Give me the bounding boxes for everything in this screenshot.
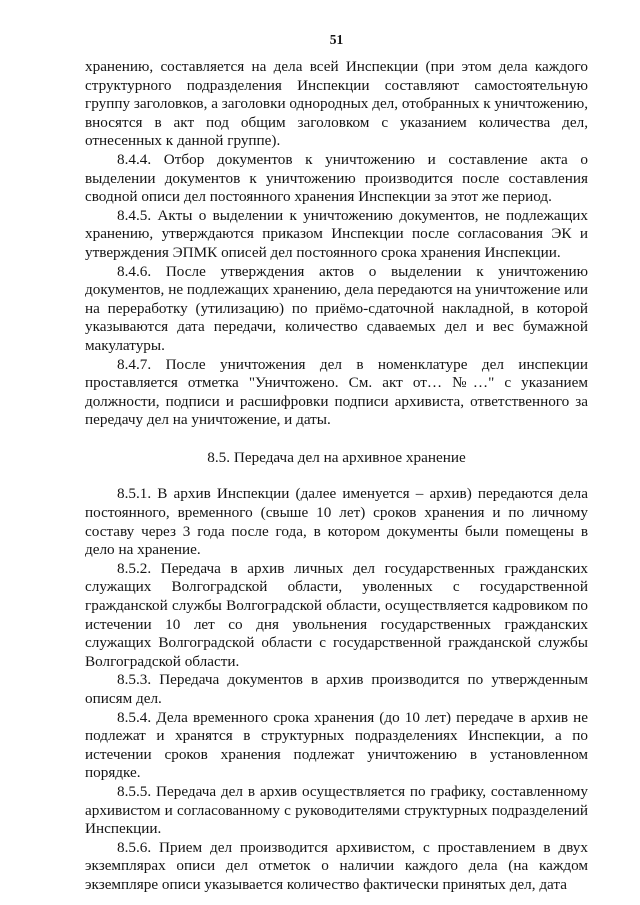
paragraph-8-4-7: 8.4.7. После уничтожения дел в номенклатуре дел инспекции проставляется отметка "Уничтожено. См. акт от… №…" с указанием должности, подписи и расшифровки подписи архивиста, ответственного за передачу дел на уничтожение, и даты.: [85, 355, 588, 429]
paragraph-8-4-6: 8.4.6. После утверждения актов о выделении к уничтожению документов, не подлежащих хранению, дела передаются на уничтожение или на переработку (утилизацию) по приёмо-сдаточной накладной, в которой указываются дата передачи, количество сдаваемых дел и вес бумажной макулатуры.: [85, 262, 588, 354]
paragraph-8-5-2: 8.5.2. Передача в архив личных дел государственных гражданских служащих Волгоградской области, уволенных с государственной гражданской службы Волгоградской области, осуществляется кадровиком по истечении 10 лет со дня увольнения государственных гражданских служащих Волгоградской области с государственной гражданской службы Волгоградской области.: [85, 559, 588, 670]
paragraph-8-5-3: 8.5.3. Передача документов в архив производится по утвержденным описям дел.: [85, 671, 588, 707]
paragraph-8-4-5: 8.4.5. Акты о выделении к уничтожению документов, не подлежащих хранению, утверждаются приказом Инспекции после согласования ЭК и утверждения ЭПМК описей дел постоянного срока хранения Инспекции.: [85, 206, 588, 261]
paragraph-8-5-1: 8.5.1. В архив Инспекции (далее именуется – архив) передаются дела постоянного, временного (свыше 10 лет) сроков хранения и по личному составу через 3 года после года, в котором документы были помещены в дело на хранение.: [85, 485, 588, 559]
section-heading: 8.5. Передача дел на архивное хранение: [207, 448, 466, 466]
paragraph-8-4-4: 8.4.4. Отбор документов к уничтожению и составление акта о выделении документов к уничтожению производится после составления сводной описи дел постоянного хранения Инспекции за этот же период.: [85, 150, 588, 206]
page-number: 51: [329, 32, 344, 47]
paragraph-8-5-6: 8.5.6. Прием дел производится архивистом, с проставлением в двух экземплярах описи дел отметок о наличии каждого дела (на каждом экземпляре описи указывается количество фактически принятых дел, дата: [85, 838, 588, 893]
paragraph-8-5-5: 8.5.5. Передача дел в архив осуществляется по графику, составленному архивистом и согласованному с руководителями структурных подразделений Инспекции.: [85, 782, 588, 838]
paragraph-continuation: хранению, составляется на дела всей Инспекции (при этом дела каждого структурного подразделения Инспекции составляют самостоятельную группу заголовков, а заголовки однородных дел, отобранных к уничтожению, вносятся в акт под общим заголовком с указанием количества дел, отнесенных к данной группе).: [85, 58, 588, 150]
paragraph-8-5-4: 8.5.4. Дела временного срока хранения (до 10 лет) передаче в архив не подлежат и хранятся в структурных подразделениях Инспекции, а по истечении сроков хранения подлежат уничтожению в установленном порядке.: [85, 708, 588, 782]
